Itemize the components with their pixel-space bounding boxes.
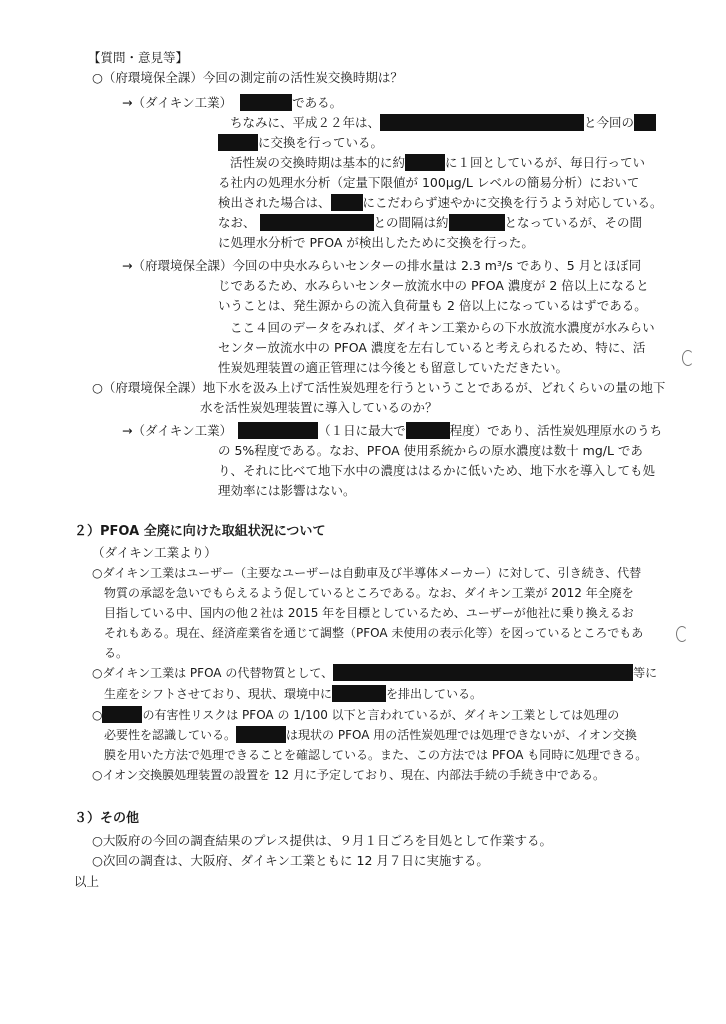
question-1-label: ○（府環境保全課） [92,70,203,85]
redaction [236,726,286,743]
redaction [332,685,386,702]
answer-2-label: →（ダイキン工業） [122,423,233,438]
answer-1-line-7: なお、 との間隔は約 となっているが、その間 [218,215,643,230]
comment-1-line-4: ここ４回のデータをみれば、ダイキン工業からの下水放流水濃度が水みらい [230,320,655,335]
answer-2-line-1: →（ダイキン工業） （１日に最大で 程度）であり、活性炭処理原水のうち [122,421,662,441]
answer-2-line-3: り、それに比べて地下水中の濃度ははるかに低いため、地下水を導入しても処 [218,463,656,478]
answer-2-line-2: の 5%程度である。なお、PFOA 使用系統からの原水濃度は数十 mg/L であ [218,443,643,458]
comment-1-line-5: センター放流水中の PFOA 濃度を左右していると考えられるため、特に、活 [218,340,646,355]
redaction [380,114,584,131]
section-2-para-1-line-4: それもある。現在、経済産業省を通じて調整（PFOA 未使用の表示化等）を図っているところでもあ [104,626,644,640]
section-2-para-1-line-5: る。 [104,646,129,660]
comment-1-line-2: じであるため、水みらいセンター放流水中の PFOA 濃度が 2 倍以上になると [218,278,649,293]
redaction [218,134,258,151]
answer-1-line-3: に交換を行っている。 [218,133,383,153]
redaction [405,154,445,171]
redaction [331,194,363,211]
section-3-heading: ３）その他 [74,811,140,826]
section-2-para-2-line-1: ○ダイキン工業は PFOA の代替物質として、 等に [92,666,658,680]
section-2-para-2-line-2: 生産をシフトさせており、現状、環境中に を排出している。 [104,687,483,701]
question-2-label: ○（府環境保全課） [92,380,203,395]
section-2-para-4-line-1: ○イオン交換膜処理装置の設置を 12 月に予定しており、現在、内部法手続の手続き中である。 [92,768,606,782]
answer-1-line-2: ちなみに、平成２２年は、 と今回の [230,113,656,133]
qa-heading: 【質問・意見等】 [88,50,189,65]
comment-1-line-1: →（府環境保全課）今回の中央水みらいセンターの排水量は 2.3 m³/s であり、5 月とほぼ同 [122,256,641,276]
redaction [238,422,318,439]
section-3-line-2: ○次回の調査は、大阪府、ダイキン工業ともに 12 月７日に実施する。 [92,853,489,868]
answer-1-line-5: る社内の処理水分析（定量下限値が 100μg/L レベルの簡易分析）において [218,175,640,190]
section-2-para-3-line-1: ○ の有害性リスクは PFOA の 1/100 以下と言われているが、ダイキン工業としては処理の [92,708,620,722]
section-2-para-1-line-1: ○ダイキン工業はユーザー（主要なユーザーは自動車及び半導体メーカー）に対して、引き続き、代替 [92,566,642,580]
scan-mark [682,350,694,366]
answer-1-line-1: →（ダイキン工業） である。 [122,93,342,113]
redaction [240,94,292,111]
section-2-para-1-line-3: 目指している中、国内の他２社は 2015 年を目標としているため、ユーザーが他社に乗り換えるお [104,606,634,620]
answer-1-label: →（ダイキン工業） [122,95,233,110]
redaction [449,214,505,231]
section-3-line-1: ○大阪府の今回の調査結果のプレス提供は、９月１日ごろを目処として作業する。 [92,833,553,848]
comment-1-line-6: 性炭処理装置の適正管理には今後とも留意していただきたい。 [218,360,569,375]
answer-1-line-4: 活性炭の交換時期は基本的に約 に１回としているが、毎日行ってい [230,155,646,170]
section-2-para-3-line-3: 膜を用いた方法で処理できることを確認している。また、この方法では PFOA も同時に処理できる。 [104,748,648,762]
redaction [406,422,450,439]
question-2-line-2: 水を活性炭処理装置に導入しているのか？ [200,400,438,415]
question-2-line-1: ○（府環境保全課）地下水を汲み上げて活性炭処理を行うということであるが、どれくらいの量の地下 [92,378,665,398]
redaction [260,214,374,231]
comment-1-line-3: いうことは、発生源からの流入負荷量も 2 倍以上になっているはずである。 [218,298,647,313]
redaction [102,706,142,723]
redaction [333,664,633,681]
answer-1-line-6: 検出された場合は、 にこだわらず速やかに交換を行うよう対応している。 [218,195,663,210]
section-2-para-3-line-2: 必要性を認識している。 は現状の PFOA 用の活性炭処理では処理できないが、イオン交換 [104,728,637,742]
section-2-heading: ２）PFOA 全廃に向けた取組状況について [74,524,326,539]
answer-1-line-8: に処理水分析で PFOA が検出したために交換を行った。 [218,235,534,250]
answer-2-line-4: 理効率には影響はない。 [218,483,356,498]
section-2-para-1-line-2: 物質の承認を急いでもらえるよう促しているところである。なお、ダイキン工業が 2012 年全廃を [104,586,634,600]
comment-1-label: →（府環境保全課） [122,258,233,273]
section-2-subheading: （ダイキン工業より） [92,545,217,560]
scan-mark [676,626,688,642]
redaction [634,114,656,131]
question-1 [92,68,403,88]
question-1-text: 今回の測定前の活性炭交換時期は？ [202,70,403,85]
closing-text: 以上 [74,874,100,889]
